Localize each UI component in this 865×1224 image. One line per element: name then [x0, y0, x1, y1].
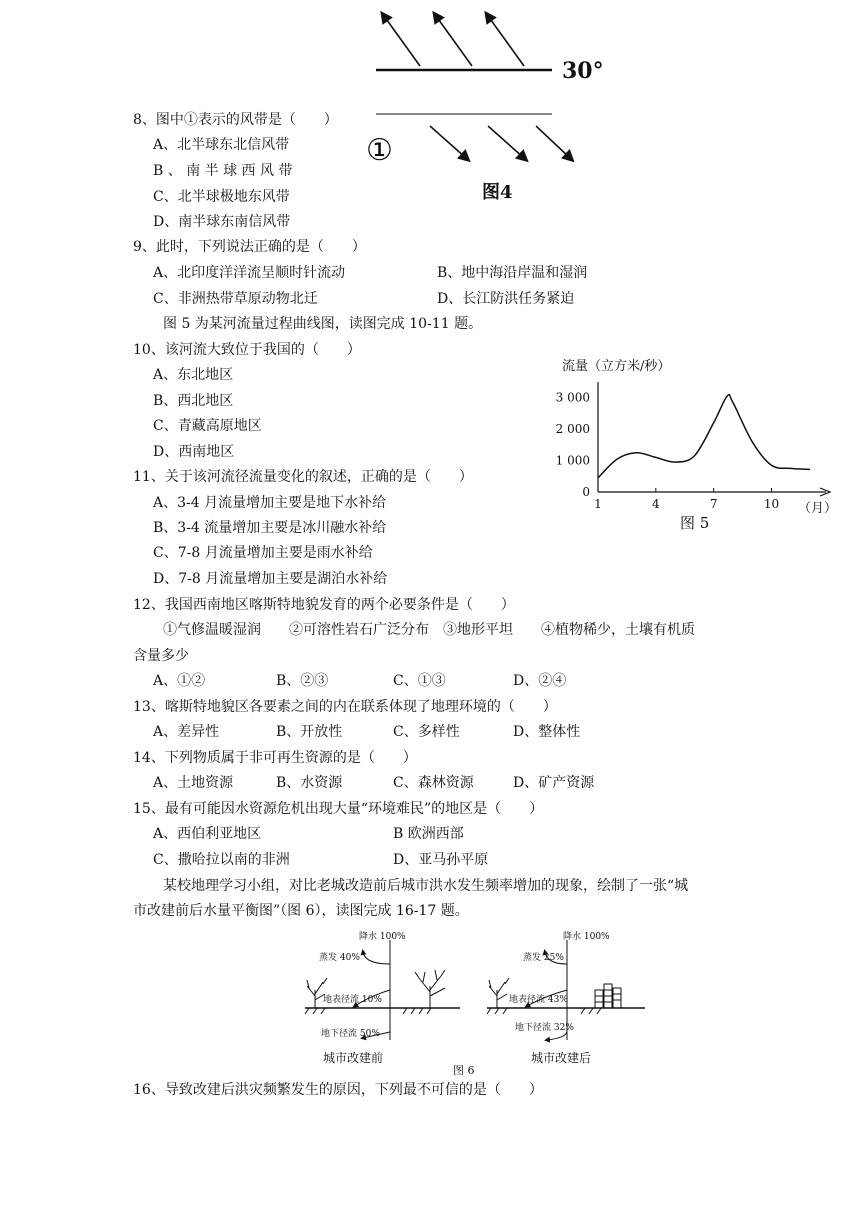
- q8-option-b[interactable]: B 、 南 半 球 西 风 带: [153, 163, 293, 179]
- q10-option-b[interactable]: B、西北地区: [153, 393, 234, 409]
- after-ground-label: 地下径流 32%: [515, 1023, 574, 1033]
- q11-option-c[interactable]: C、7-8 月流量增加主要是雨水补给: [153, 545, 373, 561]
- x-tick-label: 4: [651, 497, 660, 511]
- intro-16-17-line2: 市改建前后水量平衡图”（图 6），读图完成 16-17 题。: [133, 903, 469, 919]
- q13-option-d[interactable]: D、整体性: [513, 724, 581, 740]
- q12-option-a[interactable]: A、①②: [153, 673, 206, 689]
- q10-option-d[interactable]: D、西南地区: [153, 444, 235, 460]
- q14-stem: 14、下列物质属于非可再生资源的是（ ）: [133, 750, 417, 766]
- intro-10-11: 图 5 为某河流量过程曲线图，读图完成 10-11 题。: [163, 316, 483, 332]
- q15-option-c[interactable]: C、撒哈拉以南的非洲: [153, 852, 290, 868]
- q12-conditions-line2: 含量多少: [133, 648, 189, 664]
- q9-stem: 9、此时，下列说法正确的是（ ）: [133, 239, 366, 255]
- q14-option-b[interactable]: B、水资源: [276, 775, 343, 791]
- figure-4: [360, 8, 630, 208]
- figure-6-caption: 图 6: [453, 1064, 475, 1077]
- chart-xlabel: （月）: [798, 501, 838, 516]
- before-precip-label: 降水 100%: [359, 932, 406, 942]
- q8-stem: 8、图中①表示的风带是（ ）: [133, 112, 338, 128]
- after-precip-label: 降水 100%: [563, 932, 610, 942]
- q16-stem: 16、导致改建后洪灾频繁发生的原因，下列最不可信的是（ ）: [133, 1082, 543, 1098]
- q8-option-c[interactable]: C、北半球极地东风带: [153, 189, 290, 205]
- before-surface-label: 地表径流 10%: [323, 995, 382, 1005]
- wind-arrow-north-2: [436, 16, 472, 66]
- x-tick-label: 10: [763, 497, 780, 511]
- q15-stem: 15、最有可能因水资源危机出现大量“环境难民”的地区是（ ）: [133, 801, 544, 817]
- q15-option-d[interactable]: D、亚马孙平原: [393, 852, 489, 868]
- chart-caption: 图 5: [680, 514, 710, 532]
- q11-option-a[interactable]: A、3-4 月流量增加主要是地下水补给: [153, 495, 387, 511]
- q13-option-b[interactable]: B、开放性: [276, 724, 343, 740]
- x-tick-label: 7: [709, 497, 718, 511]
- q9-option-b[interactable]: B、地中海沿岸温和湿润: [437, 265, 588, 281]
- q9-option-a[interactable]: A、北印度洋洋流呈顺时针流动: [153, 265, 346, 281]
- y-tick-label: 2 000: [555, 422, 590, 437]
- q10-option-a[interactable]: A、东北地区: [153, 367, 234, 383]
- q9-option-c[interactable]: C、非洲热带草原动物北迁: [153, 291, 318, 307]
- q13-stem: 13、喀斯特地貌区各要素之间的内在联系体现了地理环境的（ ）: [133, 699, 557, 715]
- q13-option-a[interactable]: A、差异性: [153, 724, 220, 740]
- q13-option-c[interactable]: C、多样性: [393, 724, 460, 740]
- wind-arrow-north-1: [384, 16, 420, 66]
- after-evap-label: 蒸发 25%: [523, 953, 564, 963]
- wind-arrow-south-1: [430, 126, 466, 158]
- before-ground-label: 地下径流 50%: [321, 1029, 380, 1039]
- wind-arrow-north-3: [488, 16, 524, 66]
- q12-stem: 12、我国西南地区喀斯特地貌发育的两个必要条件是（ ）: [133, 597, 515, 613]
- q12-option-c[interactable]: C、①③: [393, 673, 446, 689]
- after-surface-label: 地表径流 43%: [509, 995, 568, 1005]
- bush-icon: [489, 978, 509, 1008]
- q11-option-b[interactable]: B、3-4 流量增加主要是冰川融水补给: [153, 520, 387, 536]
- q10-option-c[interactable]: C、青藏高原地区: [153, 418, 262, 434]
- q8-option-d[interactable]: D、南半球东南信风带: [153, 214, 291, 230]
- q11-stem: 11、关于该河流径流量变化的叙述，正确的是（ ）: [133, 469, 473, 485]
- after-panel-label: 城市改建后: [531, 1051, 592, 1065]
- q9-option-d[interactable]: D、长江防洪任务紧迫: [437, 291, 575, 307]
- figure-6: [295, 928, 655, 1078]
- intro-16-17-line1: 某校地理学习小组，对比老城改造前后城市洪水发生频率增加的现象，绘制了一张“城: [163, 878, 689, 894]
- q11-option-d[interactable]: D、7-8 月流量增加主要是湖泊水补给: [153, 571, 388, 587]
- figure-5-chart: [548, 352, 838, 537]
- flow-series-line: [598, 395, 810, 478]
- q12-option-b[interactable]: B、②③: [276, 673, 329, 689]
- before-evap-label: 蒸发 40%: [319, 953, 360, 963]
- y-tick-label: 0: [582, 485, 590, 499]
- q12-option-d[interactable]: D、②④: [513, 673, 567, 689]
- buildings-icon: [595, 984, 621, 1008]
- tree-icon: [415, 970, 445, 1008]
- q14-option-a[interactable]: A、土地资源: [153, 775, 234, 791]
- y-tick-label: 1 000: [555, 453, 590, 468]
- q14-option-d[interactable]: D、矿产资源: [513, 775, 595, 791]
- q14-option-c[interactable]: C、森林资源: [393, 775, 474, 791]
- circle-one-label: ①: [366, 133, 393, 168]
- q10-stem: 10、该河流大致位于我国的（ ）: [133, 342, 361, 358]
- x-tick-label: 1: [594, 497, 602, 511]
- y-tick-label: 3 000: [555, 390, 590, 405]
- chart-ylabel: 流量（立方米/秒）: [562, 359, 671, 374]
- q15-option-b[interactable]: B 欧洲西部: [393, 826, 464, 842]
- before-panel-label: 城市改建前: [323, 1051, 384, 1065]
- q8-option-a[interactable]: A、北半球东北信风带: [153, 137, 290, 153]
- q15-option-a[interactable]: A、西伯利亚地区: [153, 826, 262, 842]
- wind-arrow-south-3: [536, 126, 570, 158]
- figure-4-caption: 图4: [482, 182, 513, 203]
- q12-conditions-line1: ①气修温暖湿润 ②可溶性岩石广泛分布 ③地形平坦 ④植物稀少，土壤有机质: [163, 622, 695, 638]
- latitude-label: 30°: [562, 58, 604, 84]
- wind-arrow-south-2: [488, 126, 524, 158]
